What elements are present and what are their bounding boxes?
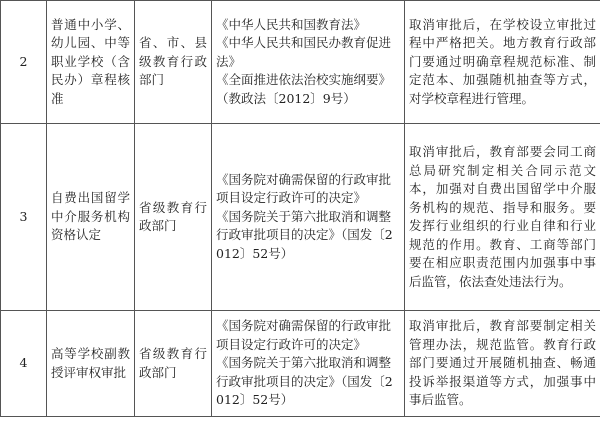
supervision-measures: 取消审批后，教育部要会同工商总局研究制定相关合同示范文本，加强对自费出国留学中介服务机构的规范、指导和服务。要发挥行业组织的行业自律和行业规范的作用。教育、工商等部门要在相应职责范围内加强事中事后监管，依法查处违法行为。 bbox=[405, 124, 600, 311]
table-row bbox=[1, 311, 600, 417]
legal-basis bbox=[212, 124, 405, 311]
legal-basis-item: 《中华人民共和国教育法》 bbox=[216, 16, 367, 32]
table-row bbox=[1, 1, 600, 124]
legal-basis-item: 《国务院关于第六批取消和调整行政审批项目的决定》（国发〔2012〕52号） bbox=[216, 208, 393, 261]
table-row bbox=[1, 124, 600, 311]
item-name: 自费出国留学中介服务机构资格认定 bbox=[47, 124, 135, 311]
legal-basis bbox=[212, 311, 405, 417]
implementing-department: 省、市、县级教育行政部门 bbox=[135, 1, 212, 124]
legal-basis-item: 《国务院关于第六批取消和调整行政审批项目的决定》（国发〔2012〕52号） bbox=[216, 355, 393, 408]
item-name: 高等学校副教授评审权审批 bbox=[47, 311, 135, 417]
implementing-department: 省级教育行政部门 bbox=[135, 311, 212, 417]
legal-basis-item: 《国务院对确需保留的行政审批项目设定行政许可的决定》 bbox=[216, 318, 392, 352]
supervision-measures: 取消审批后，教育部要制定相关管理办法，规范监管。教育行政部门要通过开展随机抽查、畅通投诉举报渠道等方式，加强事中事后监管。 bbox=[405, 311, 600, 417]
legal-basis-item: 《国务院对确需保留的行政审批项目设定行政许可的决定》 bbox=[216, 171, 392, 206]
item-name: 普通中小学、幼儿园、中等职业学校（含民办）章程核准 bbox=[47, 1, 135, 124]
supervision-measures: 取消审批后，在学校设立审批过程中严格把关。地方教育行政部门要通过明确章程规范标准、制定范本、加强随机抽查等方式，对学校章程进行管理。 bbox=[405, 1, 600, 124]
legal-basis-item: 《全面推进依法治校实施纲要》（教政法〔2012〕9号） bbox=[216, 72, 392, 106]
implementing-department: 省级教育行政部门 bbox=[135, 124, 212, 311]
legal-basis-item: 《中华人民共和国民办教育促进法》 bbox=[216, 35, 392, 69]
row-number: 3 bbox=[1, 124, 47, 311]
legal-basis bbox=[212, 1, 405, 124]
row-number: 4 bbox=[1, 311, 47, 417]
row-number: 2 bbox=[1, 1, 47, 124]
